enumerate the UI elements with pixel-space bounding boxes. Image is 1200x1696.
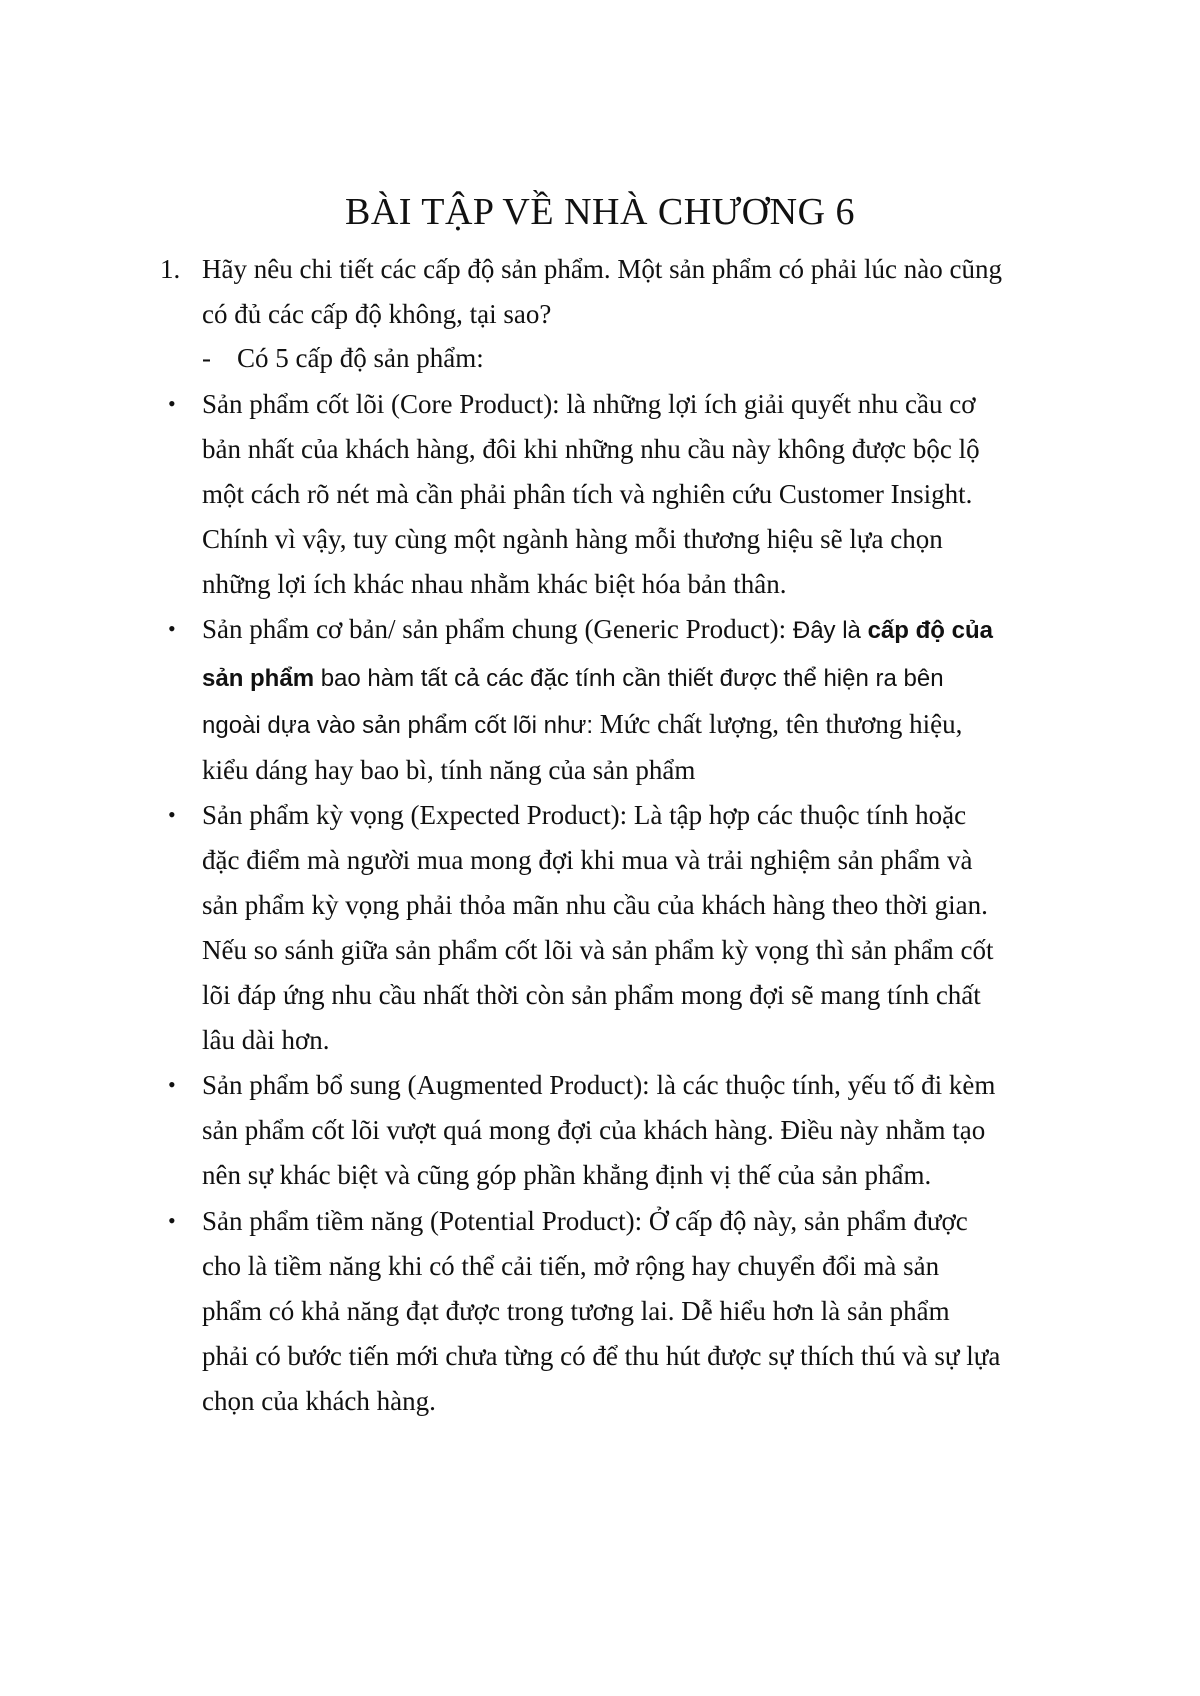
item-text: Đây là xyxy=(792,617,868,644)
page-title: BÀI TẬP VỀ NHÀ CHƯƠNG 6 xyxy=(344,191,856,233)
item-line: Sản phẩm tiềm năng (Potential Product): Ở cấp độ này, sản phẩm được xyxy=(202,1206,968,1236)
item-text: bao hàm tất cả các đặc tính cần thiết được thể hiện ra bên xyxy=(314,665,944,692)
dash-marker: - xyxy=(202,343,211,373)
item-line: Sản phẩm cốt lõi (Core Product): là những lợi ích giải quyết nhu cầu cơ xyxy=(202,389,976,419)
item-line: một cách rõ nét mà cần phải phân tích và nghiên cứu Customer Insight. xyxy=(202,479,973,509)
bullet-icon: • xyxy=(168,802,176,827)
item-line: Sản phẩm kỳ vọng (Expected Product): Là tập hợp các thuộc tính hoặc xyxy=(202,800,967,830)
bullet-icon: • xyxy=(168,1072,176,1097)
item-text: Mức chất lượng, tên thương hiệu, xyxy=(599,709,963,739)
item-line: sản phẩm kỳ vọng phải thỏa mãn nhu cầu của khách hàng theo thời gian. xyxy=(202,890,988,920)
item-line: lõi đáp ứng nhu cầu nhất thời còn sản phẩm mong đợi sẽ mang tính chất xyxy=(202,980,981,1010)
item-bold-text: cấp độ của xyxy=(867,617,993,644)
item-line xyxy=(202,612,993,648)
item-line: đặc điểm mà người mua mong đợi khi mua và trải nghiệm sản phẩm và xyxy=(202,845,973,875)
item-line: kiểu dáng hay bao bì, tính năng của sản phẩm xyxy=(202,755,696,785)
item-line: chọn của khách hàng. xyxy=(202,1386,436,1416)
item-line xyxy=(202,707,962,743)
question-number: 1. xyxy=(160,254,181,284)
bullet-icon: • xyxy=(168,391,176,416)
item-line: phải có bước tiến mới chưa từng có để thu hút được sự thích thú và sự lựa xyxy=(202,1341,1001,1371)
item-line: cho là tiềm năng khi có thể cải tiến, mở rộng hay chuyển đổi mà sản xyxy=(202,1251,940,1281)
item-line: sản phẩm cốt lõi vượt quá mong đợi của khách hàng. Điều này nhằm tạo xyxy=(202,1115,986,1145)
question-line: Hãy nêu chi tiết các cấp độ sản phẩm. Một sản phẩm có phải lúc nào cũng xyxy=(202,254,1002,284)
bullet-icon: • xyxy=(168,1208,176,1233)
item-text: ngoài dựa vào sản phẩm cốt lõi như: xyxy=(202,712,600,739)
item-line: Sản phẩm bổ sung (Augmented Product): là các thuộc tính, yếu tố đi kèm xyxy=(202,1070,996,1100)
question-line: có đủ các cấp độ không, tại sao? xyxy=(202,299,552,329)
item-line: những lợi ích khác nhau nhằm khác biệt hóa bản thân. xyxy=(202,569,787,599)
item-line: bản nhất của khách hàng, đôi khi những nhu cầu này không được bộc lộ xyxy=(202,434,980,464)
bullet-icon: • xyxy=(168,616,176,641)
item-line xyxy=(202,660,944,696)
item-line: phẩm có khả năng đạt được trong tương lai. Dễ hiểu hơn là sản phẩm xyxy=(202,1296,950,1326)
item-bold-text: sản phẩm xyxy=(202,665,315,692)
item-text: Sản phẩm cơ bản/ sản phẩm chung (Generic Product): xyxy=(202,614,793,644)
item-line: Chính vì vậy, tuy cùng một ngành hàng mỗi thương hiệu sẽ lựa chọn xyxy=(202,524,943,554)
item-line: lâu dài hơn. xyxy=(202,1025,330,1055)
intro-text: Có 5 cấp độ sản phẩm: xyxy=(237,343,484,373)
item-line: nên sự khác biệt và cũng góp phần khẳng định vị thế của sản phẩm. xyxy=(202,1160,932,1190)
item-line: Nếu so sánh giữa sản phẩm cốt lõi và sản phẩm kỳ vọng thì sản phẩm cốt xyxy=(202,935,994,965)
